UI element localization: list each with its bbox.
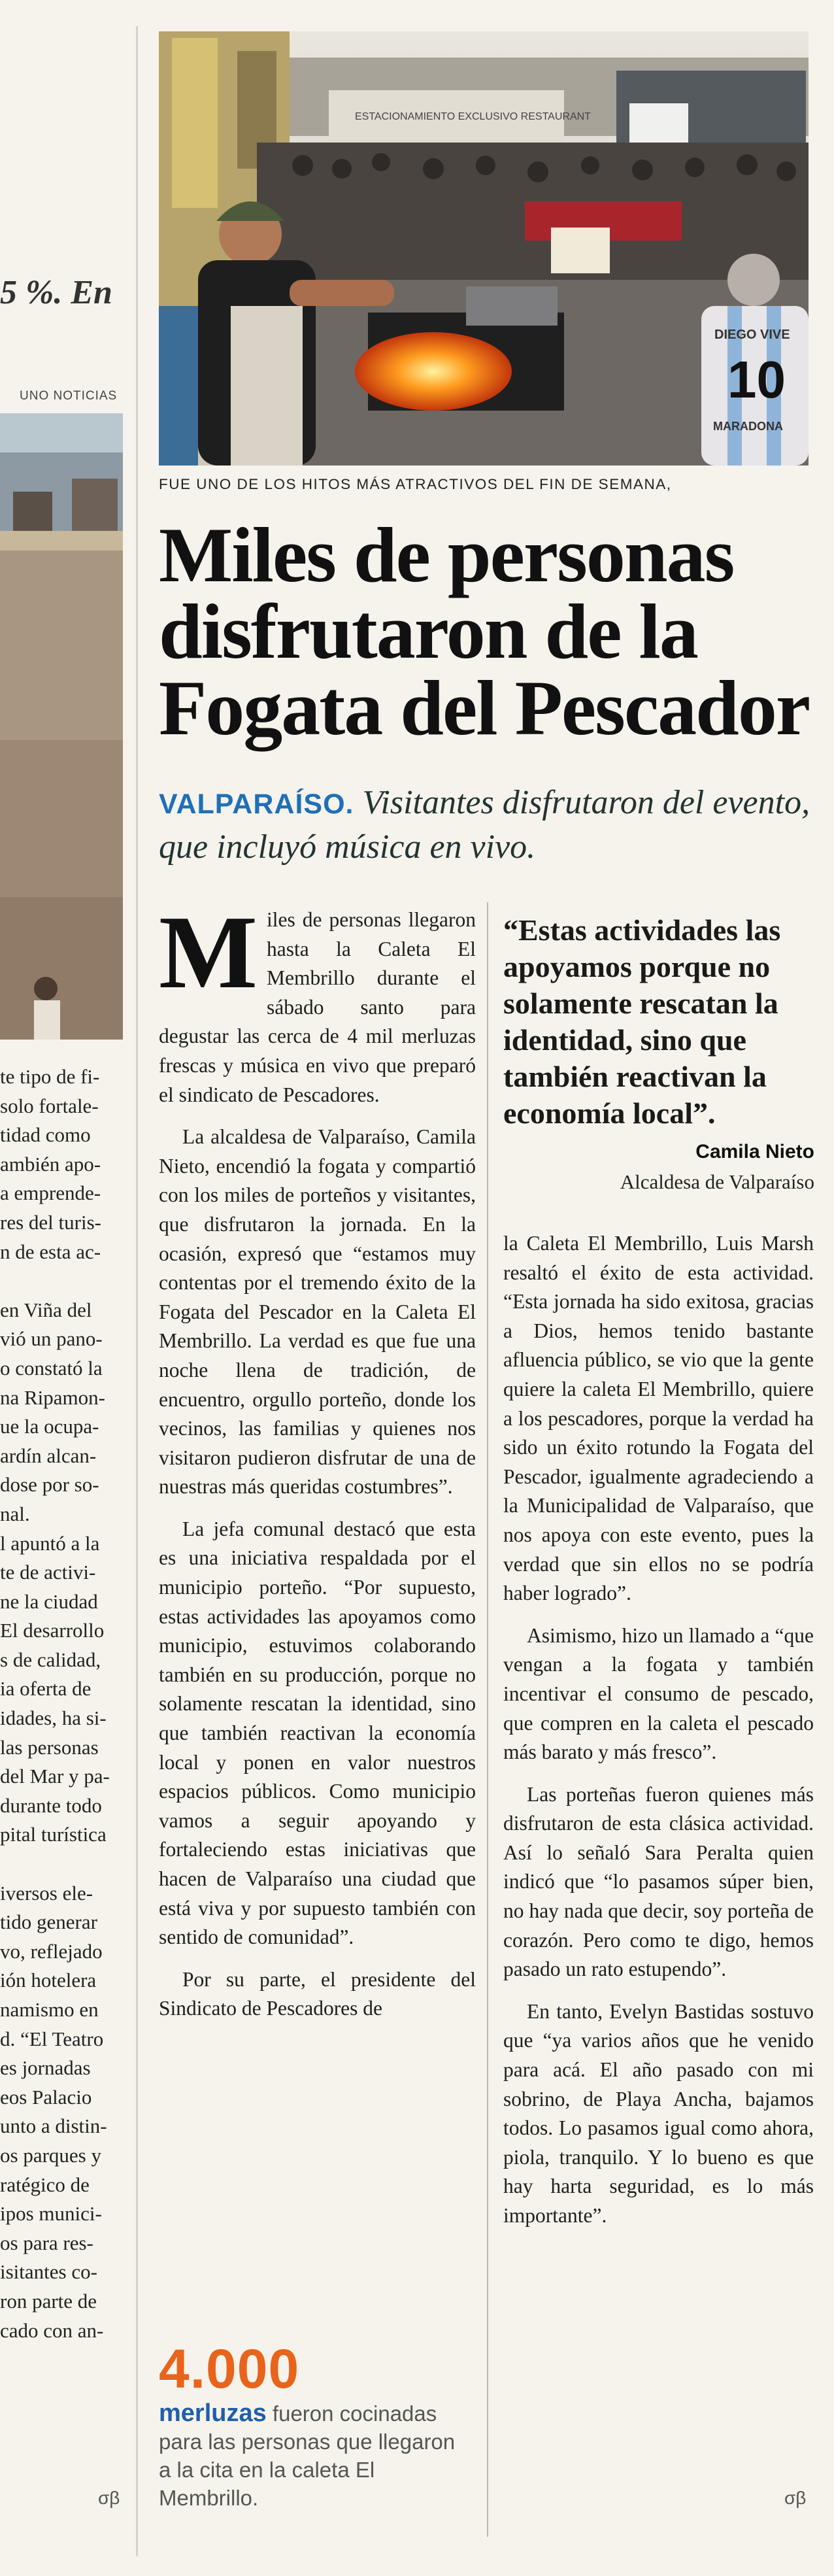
left-photo-credit: UNO NOTICIAS — [20, 389, 118, 403]
jersey-name: MARADONA — [713, 420, 783, 433]
lead — [159, 781, 812, 868]
stat-label: merluzas — [159, 2399, 267, 2427]
paragraph: Las porteñas fueron quienes más disfrutaron de esta clásica actividad. Así lo señaló Sara Peralta quien indicó que “lo pasamos súper bien, no hay nada que decir, soy porteña de corazón. Pero como te digo, hemos pasado un rato estupendo”. — [503, 1782, 814, 1981]
quote-role: Alcaldesa de Valparaíso — [620, 1170, 814, 1193]
article-column-2 — [503, 1229, 814, 2244]
banner-text: ESTACIONAMIENTO EXCLUSIVO RESTAURANT — [355, 111, 591, 122]
left-column-text: te tipo de fi- solo fortale- tidad como ambién apo- a emprende- res del turis- n de esta ac- en Viña del vió un pano- o constató la na Ripamon- ue la ocupa- ardín alcan- dose por so- nal. l apuntó a la te de activi- ne la ciudad El desarrollo s de calidad, ia oferta de idades, ha si- las personas del Mar y pa- durante todo pital turística iversos ele- tido generar vo, reflejado ión hotelera namismo en d. “El Teatro es jornadas eos Palacio unto a distin- os parques y ratégico de ipos munici- os para res- isitantes co- ron parte de cado con an- — [0, 1065, 110, 2342]
main-photo — [159, 31, 809, 466]
photo-caption: FUE UNO DE LOS HITOS MÁS ATRACTIVOS DEL FIN DE SEMANA, — [159, 476, 672, 492]
paragraph: La alcaldesa de Valparaíso, Camila Nieto, encendió la fogata y compartió con los miles de porteños y visitantes, que disfrutaron la jornada. En la ocasión, expresó que “estamos muy contentas por el tremendo éxito de la Fogata del Pescador en la Caleta El Membrillo. La verdad es que fue una noche llena de tradición, de encuentro, orgullo porteño, donde los vecinos, las familias y quienes nos visitaron pudieron disfrutar de una de nuestras más queridas costumbres”. — [159, 1125, 476, 1499]
paragraph: En tanto, Evelyn Bastidas sostuvo que “ya varios años que he venido para acá. El año pasado con mi sobrino, de Playa Ancha, bajamos todos. Lo pasamos igual como ahora, piola, tranquilo. Y lo bueno es que hay harta seguridad, es lo más importante”. — [503, 1999, 814, 2227]
quote-author: Camila Nieto — [695, 1141, 814, 1162]
paragraph: la Caleta El Membrillo, Luis Marsh resaltó el éxito de esta actividad. “Esta jornada ha sido exitosa, gracias a Dios, hemos tenido bastante afluencia público, se vio que la gente quiere la caleta El Membrillo, quiere a los pescadores, porque la verdad ha sido un éxito rotundo la Fogata del Pescador, igualmente agradeciendo a la Municipalidad de Valparaíso, que nos apoya con este evento, pues la verdad que sin ellos no se podría haber logrado”. — [503, 1232, 814, 1605]
left-end-mark: σβ — [98, 2488, 120, 2508]
left-percent-fragment: 5 %. En — [0, 274, 112, 311]
paragraph: Asimismo, hizo un llamado a “que vengan a la fogata y también incentivar el consumo de pescado, que compren en la caleta el pescado más barato y más fresco”. — [503, 1623, 814, 1764]
jersey-number: 10 — [727, 350, 786, 409]
inner-column-divider — [487, 902, 488, 2537]
article-end-mark: σβ — [784, 2488, 807, 2508]
drop-cap: M — [159, 894, 258, 1010]
pull-quote: “Estas actividades las apoyamos porque no solamente rescatan la identidad, sino que también reactivan la economía local”. — [503, 913, 781, 1130]
stat-number: 4.000 — [159, 2338, 300, 2399]
headline: Miles de personas disfrutaron de la Fogata del Pescador — [159, 511, 810, 751]
article-column-1: Miles de personas llegaron hasta la Caleta El Membrillo durante el sábado santo para degustar las cerca de 4 mil merluzas frescas y música en vivo que preparó el sindicato de Pescadores. La alcaldesa de Valparaíso, Camila Nieto, encendió la fogata y compartió con los miles de porteños y visitantes, que disfrutaron la jornada. En la ocasión, expresó que “estamos muy contentas por el tremendo éxito de la Fogata del Pescador en la Caleta El Membrillo. La verdad es que fue una noche llena de tradición, de encuentro, orgullo porteño, donde los vecinos, las familias y quienes nos visitaron pudieron disfrutar de una de nuestras más queridas costumbres”. La jefa comunal destacó que esta es una iniciativa respaldada por el municipio porteño. “Por supuesto, estas actividades las apoyamos como municipio, estuvimos colaborando también en su producción, porque no solamente rescatan la identidad, sino que también reactivan la economía local y ponen en valor nuestros espacios públicos. Como municipio vamos a seguir apoyando y fortaleciendo estas iniciativas que hacen de Valparaíso una ciudad que está viva y por supuesto también con sentido de comunidad”. Por su parte, el presidente del Sindicato de Pescadores de — [159, 906, 476, 2037]
lead-text: Visitantes disfrutaron del evento, que incluyó música en vivo. — [159, 784, 810, 866]
left-beach-photo — [0, 413, 123, 1040]
lead-place: VALPARAÍSO. — [159, 788, 354, 820]
paragraph: La jefa comunal destacó que esta es una iniciativa respaldada por el municipio porteño. “Por supuesto, estas actividades las apoyamos como municipio, estuvimos colaborando también en su producción, porque no solamente rescatan la identidad, sino que también reactivan la economía local y ponen en valor nuestros espacios públicos. Como municipio vamos a seguir apoyando y fortaleciendo estas iniciativas que hacen de Valparaíso una ciudad que está viva y por supuesto también con sentido de comunidad”. — [159, 1517, 476, 1949]
stat-description: merluzas fueron cocinadas para las personas que llegaron a la cita en la caleta El Membrillo. — [159, 2399, 456, 2510]
paragraph: Por su parte, el presidente del Sindicato de Pescadores de — [159, 1967, 476, 2020]
jersey-text: DIEGO VIVE — [714, 328, 790, 342]
column-divider — [136, 26, 138, 2556]
